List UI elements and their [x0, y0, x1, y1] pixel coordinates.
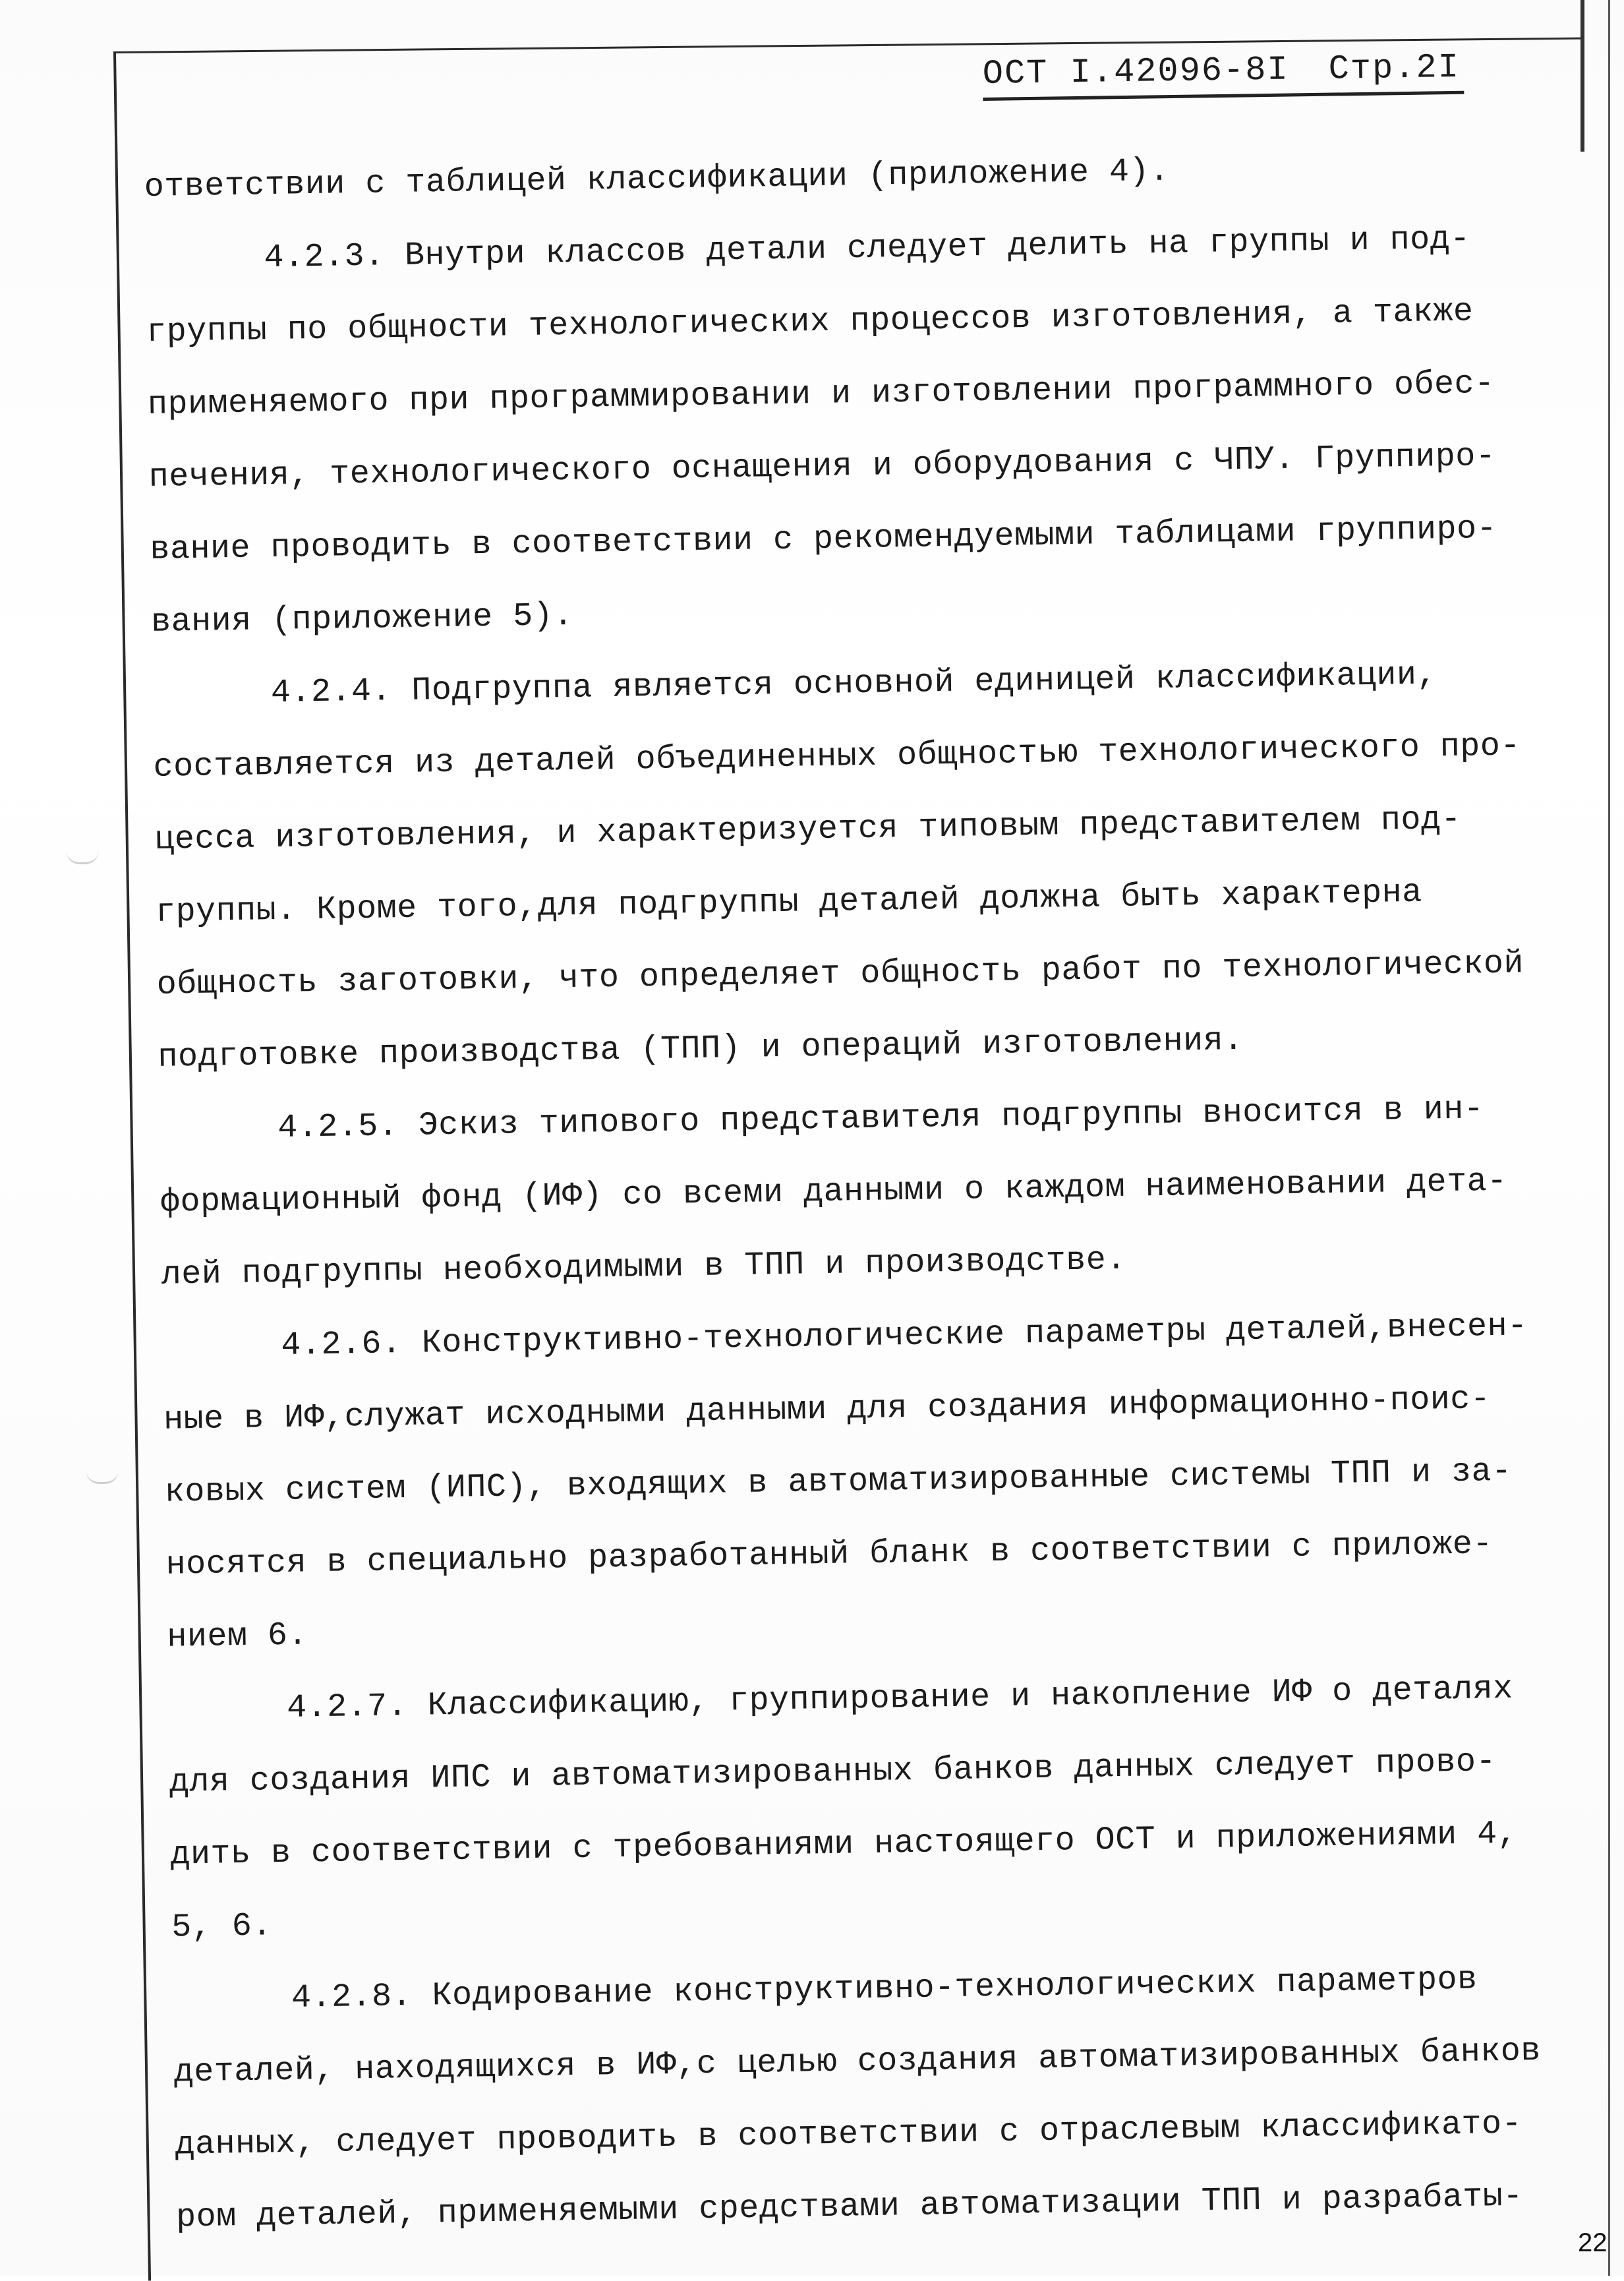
text-line: 4.2.5. Эскиз типового представителя подгруппы вносится в ин- — [277, 1090, 1484, 1147]
text-line: ные в ИФ,служат исходными данными для создания информационно-поис- — [163, 1380, 1491, 1439]
text-line: 4.2.8. Кодирование конструктивно-технологических параметров — [291, 1961, 1478, 2017]
page-label: Стр.2I — [1328, 47, 1461, 89]
text-line: данных, следует проводить в соответствии с отраслевым классификато- — [175, 2105, 1522, 2164]
text-line: ковых систем (ИПС), входящих в автоматизированные системы ТПП и за- — [164, 1452, 1512, 1512]
frame-left-border — [113, 53, 151, 2281]
text-line: печения, технологического оснащения и оборудования с ЧПУ. Группиро- — [148, 437, 1496, 496]
document-header — [982, 28, 1464, 101]
text-line: нием 6. — [166, 1616, 308, 1657]
text-line: группы. Кроме того,для подгруппы деталей должна быть характерна — [155, 874, 1423, 932]
text-line: носятся в специально разработанный бланк в соответствии с приложе- — [165, 1526, 1494, 1584]
text-line: цесса изготовления, и характеризуется типовым представителем под- — [154, 800, 1462, 859]
body-text — [144, 129, 1613, 2255]
page-edge-shadow — [1580, 0, 1584, 152]
binding-hole-mark — [66, 850, 99, 864]
text-line: 5, 6. — [171, 1907, 273, 1947]
text-line: применяемого при программировании и изготовлении программного обес- — [147, 365, 1495, 424]
page-number: 22 — [1578, 2228, 1608, 2257]
text-line: 4.2.3. Внутри классов детали следует делить на группы и под- — [264, 220, 1471, 278]
text-line: 4.2.6. Конструктивно-технологические параметры деталей,внесен- — [281, 1307, 1528, 1365]
text-line: 4.2.7. Классификацию, группирование и накопление ИФ о деталях — [286, 1670, 1514, 1727]
text-line: группы по общности технологических процессов изготовления, а также — [146, 293, 1474, 351]
text-line: подготовке производства (ТПП) и операций изготовления. — [158, 1021, 1244, 1077]
text-line: общность заготовки, что определяет общность работ по технологической — [156, 945, 1524, 1004]
text-line: для создания ИПС и автоматизированных банков данных следует прово- — [169, 1743, 1497, 1802]
text-line: вание проводить в соответствии с рекомендуемыми таблицами группиро- — [150, 510, 1497, 569]
binding-hole-mark — [86, 1470, 119, 1484]
text-line: составляется из деталей объединенных общностью технологического про- — [153, 727, 1521, 786]
text-line: 4.2.4. Подгруппа является основной единицей классификации, — [270, 656, 1437, 713]
text-line: формационный фонд (ИФ) со всеми данными о каждом наименовании дета- — [160, 1162, 1508, 1222]
text-line: ром деталей, применяемыми средствами автоматизации ТПП и разрабаты- — [175, 2177, 1524, 2237]
text-line: вания (приложение 5). — [150, 597, 574, 641]
text-line: ответствии с таблицей классификации (приложение 4). — [144, 152, 1170, 206]
text-line: лей подгруппы необходимыми в ТПП и производстве. — [161, 1241, 1127, 1294]
text-line: дить в соответствии с требованиями настоящего ОСТ и приложениями 4, — [170, 1815, 1518, 1874]
text-line: деталей, находящихся в ИФ,с целью создания автоматизированных банков — [173, 2032, 1542, 2092]
document-code: ОСТ I.42096-8I — [982, 50, 1290, 94]
